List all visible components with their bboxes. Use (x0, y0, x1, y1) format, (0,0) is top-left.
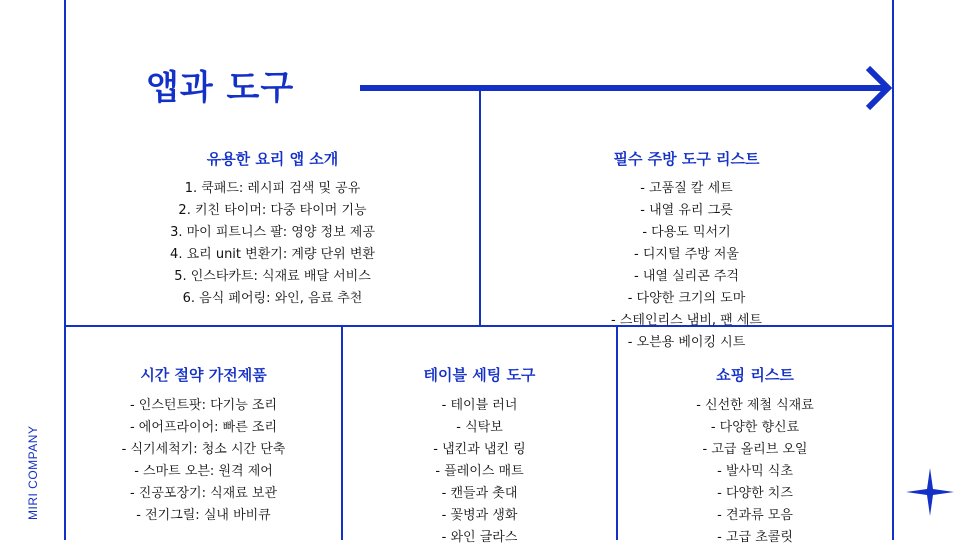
list-item: - 다양한 크기의 도마 (627, 291, 746, 306)
list-item: - 전기그릴: 실내 바비큐 (136, 508, 271, 523)
sparkle-star-icon (904, 466, 956, 518)
list-item: 4. 요리 unit 변환기: 계량 단위 변환 (170, 247, 375, 262)
table-setting-section-title: 테이블 세팅 도구 (423, 366, 536, 384)
list-item: - 고급 초콜릿 (717, 530, 793, 545)
appliances-section-title: 시간 절약 가전제품 (140, 366, 267, 384)
list-item: - 인스턴트팟: 다기능 조리 (129, 398, 278, 413)
list-item: - 와인 글라스 (441, 530, 518, 545)
shopping-list (618, 395, 892, 549)
tools-list (481, 178, 892, 354)
list-item: - 에어프라이어: 빠른 조리 (129, 420, 278, 435)
shopping-section-title: 쇼핑 리스트 (716, 366, 794, 384)
table-setting-list (343, 395, 616, 549)
list-item: - 식기세척기: 청소 시간 단축 (121, 442, 286, 457)
list-item: - 플레이스 매트 (435, 464, 524, 479)
tools-section-title: 필수 주방 도구 리스트 (613, 150, 760, 168)
list-item: - 테이블 러너 (441, 398, 518, 413)
list-item: - 다양한 치즈 (717, 486, 793, 501)
list-item: 5. 인스타카트: 식재료 배달 서비스 (174, 269, 371, 284)
list-item: - 냅킨과 냅킨 링 (433, 442, 526, 457)
list-item: - 스마트 오븐: 원격 제어 (134, 464, 273, 479)
list-item: 2. 키친 타이머: 다중 타이머 기능 (178, 203, 367, 218)
apps-section-title: 유용한 요리 앱 소개 (206, 150, 339, 168)
list-item: - 발사믹 식초 (717, 464, 793, 479)
list-item: 6. 음식 페어링: 와인, 음료 추천 (182, 291, 363, 306)
list-item: - 캔들과 촛대 (441, 486, 518, 501)
list-item: - 내열 유리 그릇 (640, 203, 733, 218)
brand-label: MIRI COMPANY (26, 425, 40, 520)
list-item: - 식탁보 (456, 420, 503, 435)
list-item: - 다용도 믹서기 (642, 225, 731, 240)
list-item: - 진공포장기: 식재료 보관 (129, 486, 278, 501)
page-title: 앱과 도구 (146, 68, 295, 108)
list-item: - 내열 실리콘 주걱 (634, 269, 739, 284)
list-item: - 신선한 제철 식재료 (696, 398, 814, 413)
list-item: - 디지털 주방 저울 (634, 247, 739, 262)
list-item: - 꽃병과 생화 (441, 508, 518, 523)
appliances-list (66, 395, 341, 527)
list-item: 3. 마이 피트니스 팔: 영양 정보 제공 (170, 225, 375, 240)
list-item: - 견과류 모음 (717, 508, 793, 523)
list-item: - 다양한 향신료 (710, 420, 800, 435)
list-item: - 고급 올리브 오일 (702, 442, 808, 457)
apps-list (66, 178, 479, 310)
list-item: - 스테인리스 냄비, 팬 세트 (611, 313, 762, 328)
list-item: - 고품질 칼 세트 (640, 181, 733, 196)
list-item: 1. 쿡패드: 레시피 검색 및 공유 (184, 181, 361, 196)
right-arrow-icon (360, 64, 896, 112)
list-item: - 오븐용 베이킹 시트 (627, 335, 746, 350)
